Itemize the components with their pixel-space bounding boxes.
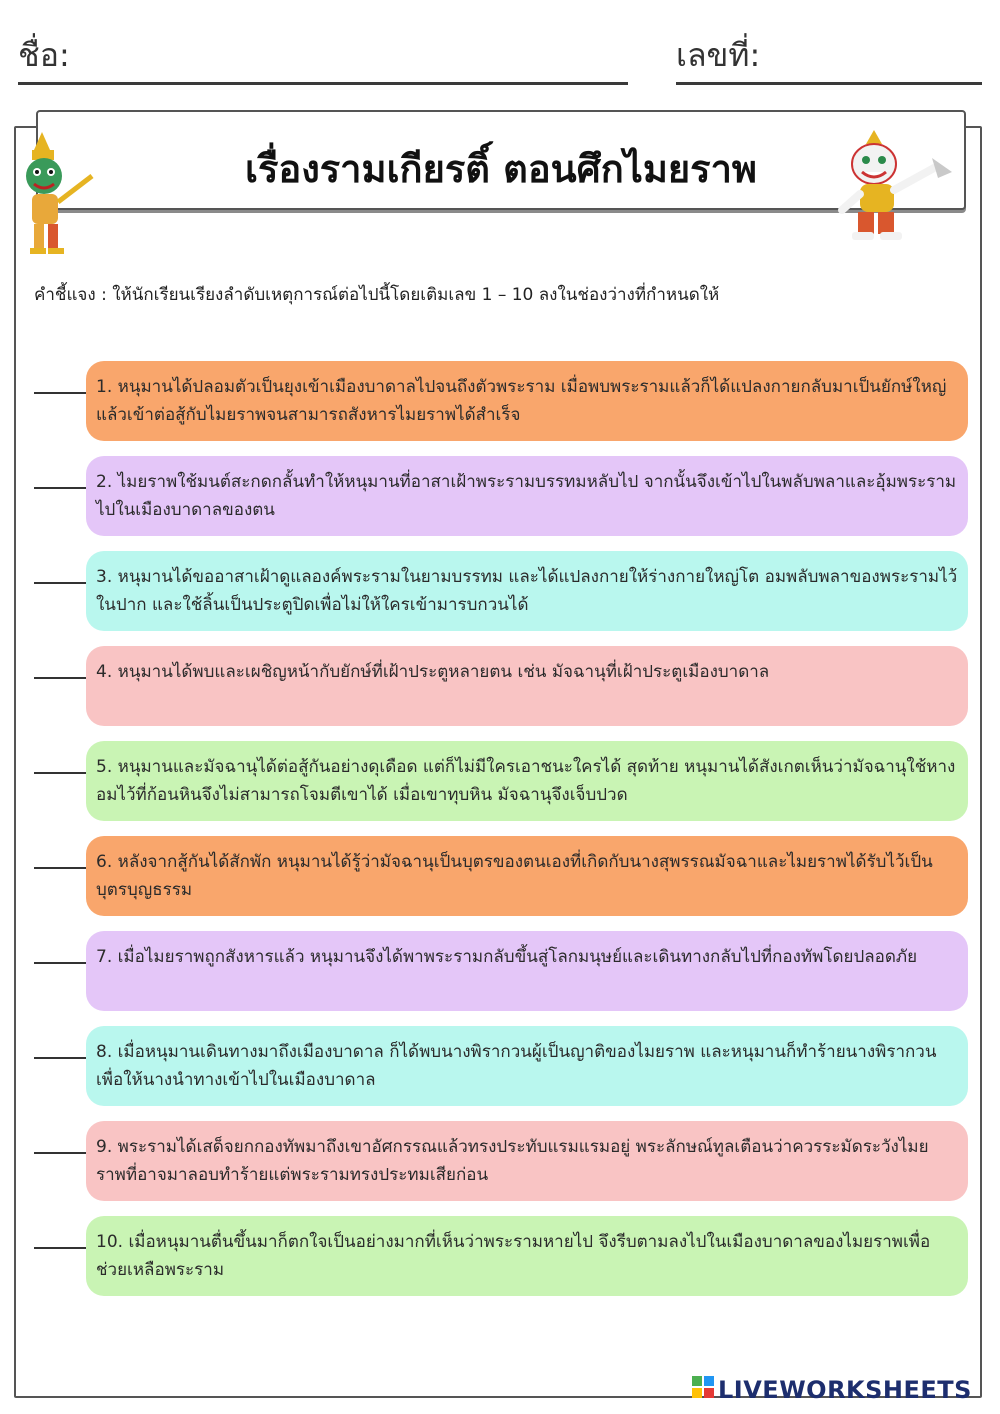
answer-blank[interactable] xyxy=(34,1247,86,1249)
answer-blank[interactable] xyxy=(34,1152,86,1154)
event-card: 4. หนุมานได้พบและเผชิญหน้ากับยักษ์ที่เฝ้าประตูหลายตน เช่น มัจฉานุที่เฝ้าประตูเมืองบาดาล xyxy=(86,646,968,726)
number-line[interactable] xyxy=(676,82,982,85)
event-card: 9. พระรามได้เสด็จยกกองทัพมาถึงเขาอัศกรรณแล้วทรงประทับแรมแรมอยู่ พระลักษณ์ทูลเตือนว่าควรระมัดระวังไมยราพที่อาจมาลอบทำร้ายแต่พระรามทรงประทมเสียก่อน xyxy=(86,1121,968,1201)
answer-blank[interactable] xyxy=(34,392,86,394)
answer-blank[interactable] xyxy=(34,962,86,964)
name-line[interactable] xyxy=(18,82,628,85)
event-card: 2. ไมยราพใช้มนต์สะกดกลั้นทำให้หนุมานที่อาสาเฝ้าพระรามบรรทมหลับไป จากนั้นจึงเข้าไปในพลับพลาและอุ้มพระรามไปในเมืองบาดาลของตน xyxy=(86,456,968,536)
answer-blank[interactable] xyxy=(34,772,86,774)
white-monkey-illustration xyxy=(834,128,964,246)
event-card: 7. เมื่อไมยราพถูกสังหารแล้ว หนุมานจึงได้พาพระรามกลับขึ้นสู่โลกมนุษย์และเดินทางกลับไปที่กองทัพโดยปลอดภัย xyxy=(86,931,968,1011)
event-card: 8. เมื่อหนุมานเดินทางมาถึงเมืองบาดาล ก็ได้พบนางพิรากวนผู้เป็นญาติของไมยราพ และหนุมานก็ทำร้ายนางพิรากวนเพื่อให้นางนำทางเข้าไปในเมืองบาดาล xyxy=(86,1026,968,1106)
answer-blank[interactable] xyxy=(34,487,86,489)
event-card: 5. หนุมานและมัจฉานุได้ต่อสู้กันอย่างดุเดือด แต่ก็ไม่มีใครเอาชนะใครได้ สุดท้าย หนุมานได้สังเกตเห็นว่ามัจฉานุใช้หางอมไว้ที่ก้อนหินจึงไม่สามารถโจมตีเขาได้ เมื่อเขาทุบหิน มัจฉานุจึงเจ็บปวด xyxy=(86,741,968,821)
event-card: 1. หนุมานได้ปลอมตัวเป็นยุงเข้าเมืองบาดาลไปจนถึงตัวพระราม เมื่อพบพระรามแล้วก็ได้แปลงกายกลับมาเป็นยักษ์ใหญ่แล้วเข้าต่อสู้กับไมยราพจนสามารถสังหารไมยราพได้สำเร็จ xyxy=(86,361,968,441)
number-label: เลขที่: xyxy=(676,36,761,74)
event-card: 10. เมื่อหนุมานตื่นขึ้นมาก็ตกใจเป็นอย่างมากที่เห็นว่าพระรามหายไป จึงรีบตามลงไปในเมืองบาดาลของไมยราพเพื่อช่วยเหลือพระราม xyxy=(86,1216,968,1296)
answer-blank[interactable] xyxy=(34,582,86,584)
instructions-text: คำชี้แจง : ให้นักเรียนเรียงลำดับเหตุการณ์ต่อไปนี้โดยเติมเลข 1 – 10 ลงในช่องว่างที่กำหนดให้ xyxy=(34,285,720,305)
green-giant-illustration xyxy=(22,132,102,262)
answer-blank[interactable] xyxy=(34,1057,86,1059)
name-label: ชื่อ: xyxy=(18,36,70,74)
answer-blank[interactable] xyxy=(34,677,86,679)
liveworksheets-logo-icon xyxy=(692,1376,714,1398)
watermark-text: LIVEWORKSHEETS xyxy=(718,1376,972,1404)
page-title: เรื่องรามเกียรติ์ ตอนศึกไมยราพ xyxy=(245,147,757,191)
answer-blank[interactable] xyxy=(34,867,86,869)
event-card: 6. หลังจากสู้กันได้สักพัก หนุมานได้รู้ว่ามัจฉานุเป็นบุตรของตนเองที่เกิดกับนางสุพรรณมัจฉาและไมยราพได้รับไว้เป็นบุตรบุญธรรม xyxy=(86,836,968,916)
event-card: 3. หนุมานได้ขออาสาเฝ้าดูแลองค์พระรามในยามบรรทม และได้แปลงกายให้ร่างกายใหญ่โต อมพลับพลาของพระรามไว้ในปาก และใช้ลิ้นเป็นประตูปิดเพื่อไม่ให้ใครเข้ามารบกวนได้ xyxy=(86,551,968,631)
